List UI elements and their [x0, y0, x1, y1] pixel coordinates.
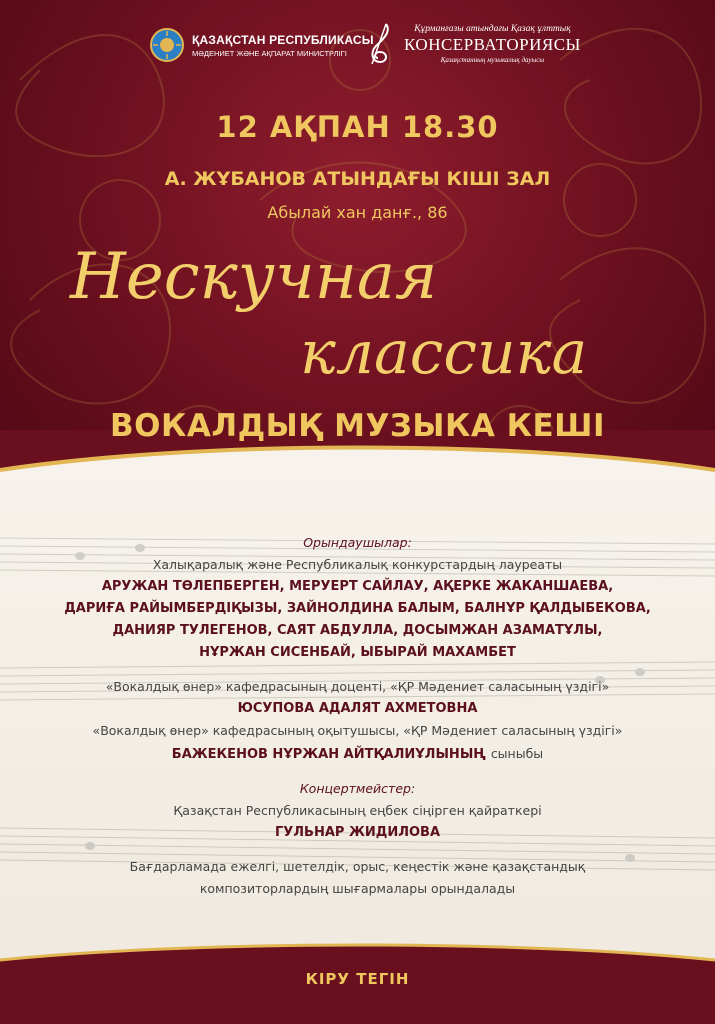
- ministry-name-line1: ҚАЗАҚСТАН РЕСПУБЛИКАСЫ: [192, 32, 374, 47]
- conservatory-name-line1: Құрманғазы атындағы Қазақ ұлттық: [414, 24, 571, 34]
- title-script-line1: Нескучная: [70, 240, 438, 314]
- performer-names-line: НҰРЖАН СИСЕНБАЙ, ЫБЫРАЙ МАХАМБЕТ: [199, 645, 516, 660]
- event-headline: ВОКАЛДЫҚ МУЗЫКА КЕШІ: [110, 408, 605, 444]
- accompanist-title: Қазақстан Республикасының еңбек сіңірген қайраткері: [173, 803, 542, 818]
- event-hall: А. ЖҰБАНОВ АТЫНДАҒЫ КІШІ ЗАЛ: [164, 168, 551, 190]
- performers-subtitle: Халықаралық және Республикалық конкурстардың лауреаты: [152, 557, 563, 572]
- program-description-line1: Бағдарламада ежелгі, шетелдік, орыс, кеңестік және қазақстандық: [129, 859, 586, 874]
- performer-names-line: ДАНИЯР ТУЛЕГЕНОВ, САЯТ АБДУЛЛА, ДОСЫМЖАН АЗАМАТҰЛЫ,: [112, 623, 603, 638]
- teacher-name: БАЖЕКЕНОВ НҰРЖАН АЙТҚАЛИҰЛЫНЫҢ: [171, 747, 486, 762]
- program-description-line2: композиторлардың шығармалары орындалады: [199, 881, 516, 896]
- conservatory-slogan: Қазақстанның музыкалық дауысы: [440, 56, 545, 64]
- ministry-logo: [150, 28, 374, 62]
- teacher-suffix: сыныбы: [490, 746, 544, 761]
- accompanist-label: Концертмейстер:: [299, 781, 416, 796]
- performer-names-line: ДАРИҒА РАЙЫМБЕРДІҚЫЗЫ, ЗАЙНОЛДИНА БАЛЫМ, БАЛНҰР ҚАЛДЫБЕКОВА,: [64, 601, 651, 616]
- docent-name: ЮСУПОВА АДАЛЯТ АХМЕТОВНА: [237, 701, 478, 716]
- performer-names-line: АРУЖАН ТӨЛЕПБЕРГЕН, МЕРУЕРТ САЙЛАУ, АҚЕРКЕ ЖАКАНШАЕВА,: [101, 579, 614, 594]
- event-date: 12 АҚПАН 18.30: [216, 110, 499, 144]
- teacher-title: «Вокалдық өнер» кафедрасының оқытушысы, «ҚР Мәдениет саласының үздігі»: [92, 723, 623, 738]
- conservatory-name-line2: КОНСЕРВАТОРИЯСЫ: [404, 35, 581, 54]
- docent-title: «Вокалдық өнер» кафедрасының доценті, «ҚР Мәдениет саласының үздігі»: [105, 679, 610, 694]
- program-details: [0, 532, 715, 900]
- performers-label: Орындаушылар:: [303, 535, 412, 550]
- teacher-line: [0, 742, 715, 766]
- ministry-name-line2: МӘДЕНИЕТ ЖӘНЕ АҚПАРАТ МИНИСТРЛІГІ: [192, 48, 347, 58]
- title-script-line2: классика: [300, 318, 588, 388]
- treble-clef-quill-icon: [362, 22, 398, 66]
- event-address: Абылай хан данғ., 86: [267, 203, 448, 222]
- accompanist-name: ГУЛЬНАР ЖИДИЛОВА: [274, 825, 441, 840]
- free-entry: КІРУ ТЕГІН: [305, 970, 410, 988]
- state-emblem-icon: [150, 28, 184, 62]
- conservatory-logo: [362, 22, 581, 66]
